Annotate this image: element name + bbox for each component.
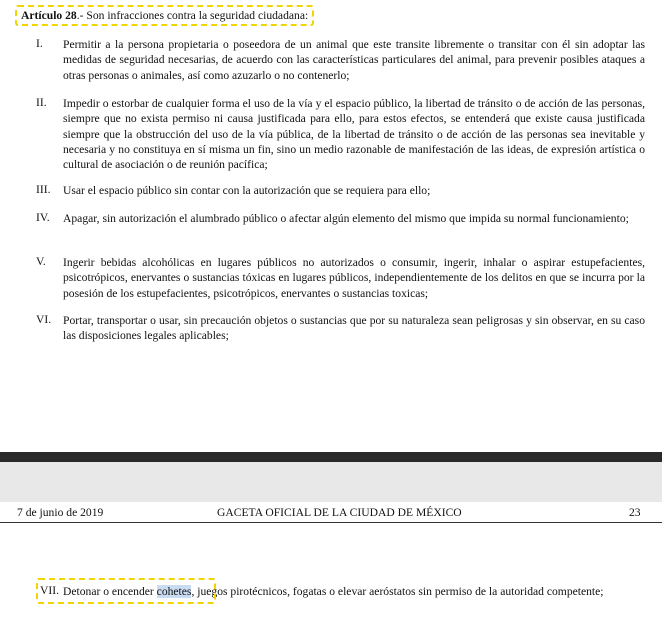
- article-intro: .- Son infracciones contra la seguridad ciudadana:: [76, 9, 309, 22]
- item-text: Portar, transportar o usar, sin precaución objetos o sustancias que por su naturaleza sean peligrosas y sin observar, en su caso las disposiciones legales aplicables;: [63, 314, 645, 343]
- item-text: Permitir a la persona propietaria o poseedora de un animal que este transite libremente o transitar con él sin adoptar las medidas de seguridad necesarias, de acuerdo con las características particulares del animal, para prevenir posibles ataques a otras personas o animales, así como azuzarlo o no contenerlo;: [63, 38, 645, 82]
- page-break-bar: [0, 452, 662, 462]
- item-text-after: , juegos pirotécnicos, fogatas o elevar aeróstatos sin permiso de la autoridad competente;: [191, 585, 604, 598]
- item-text: Apagar, sin autorización el alumbrado público o afectar algún elemento del mismo que impida su normal funcionamiento;: [63, 212, 629, 225]
- publication-title: GACETA OFICIAL DE LA CIUDAD DE MÉXICO: [217, 506, 462, 519]
- item-numeral: I.: [36, 37, 43, 50]
- page-break-gap: [0, 462, 662, 502]
- item-text: [63, 584, 645, 599]
- item-text: Ingerir bebidas alcohólicas en lugares públicos no autorizados o consumir, ingerir, inhalar o aspirar estupefacientes, psicotrópicos, enervantes o sustancias tóxicas en lugares públicos, independientemente de los delitos en que se incurra por la posesión de los estupefacientes, psicotrópicos, enervantes o sustancias toxicas;: [63, 256, 645, 300]
- page-header: [0, 506, 662, 523]
- item-numeral: III.: [36, 183, 51, 196]
- article-heading: [15, 5, 314, 26]
- article-title: Artículo 28: [21, 9, 77, 22]
- item-numeral: V.: [36, 255, 46, 268]
- item-text-before: Detonar o encender: [63, 585, 157, 598]
- item-numeral: VI.: [36, 313, 52, 326]
- page-number: 23: [629, 506, 641, 519]
- publication-date: 7 de junio de 2019: [17, 506, 104, 519]
- item-numeral: VII.: [40, 584, 59, 597]
- item-text: Impedir o estorbar de cualquier forma el uso de la vía y el espacio público, la libertad de tránsito o de acción de las personas, siempre que no exista permiso ni causa justificada para ello, para estos efectos, se entenderá que existe causa justificada siempre que la obstrucción del uso de la vía pública, de la libertad de tránsito o de acción de las personas sea inevitable y necesaria y no constituya en sí misma un fin, sino un medio razonable de manifestación de las ideas, de expresión artística o cultural de asociación o de reunión pacífica;: [63, 97, 645, 172]
- item-numeral: IV.: [36, 211, 50, 224]
- item-text: Usar el espacio público sin contar con la autorización que se requiera para ello;: [63, 184, 431, 197]
- item-numeral: II.: [36, 96, 47, 109]
- selected-word[interactable]: cohetes: [156, 585, 192, 598]
